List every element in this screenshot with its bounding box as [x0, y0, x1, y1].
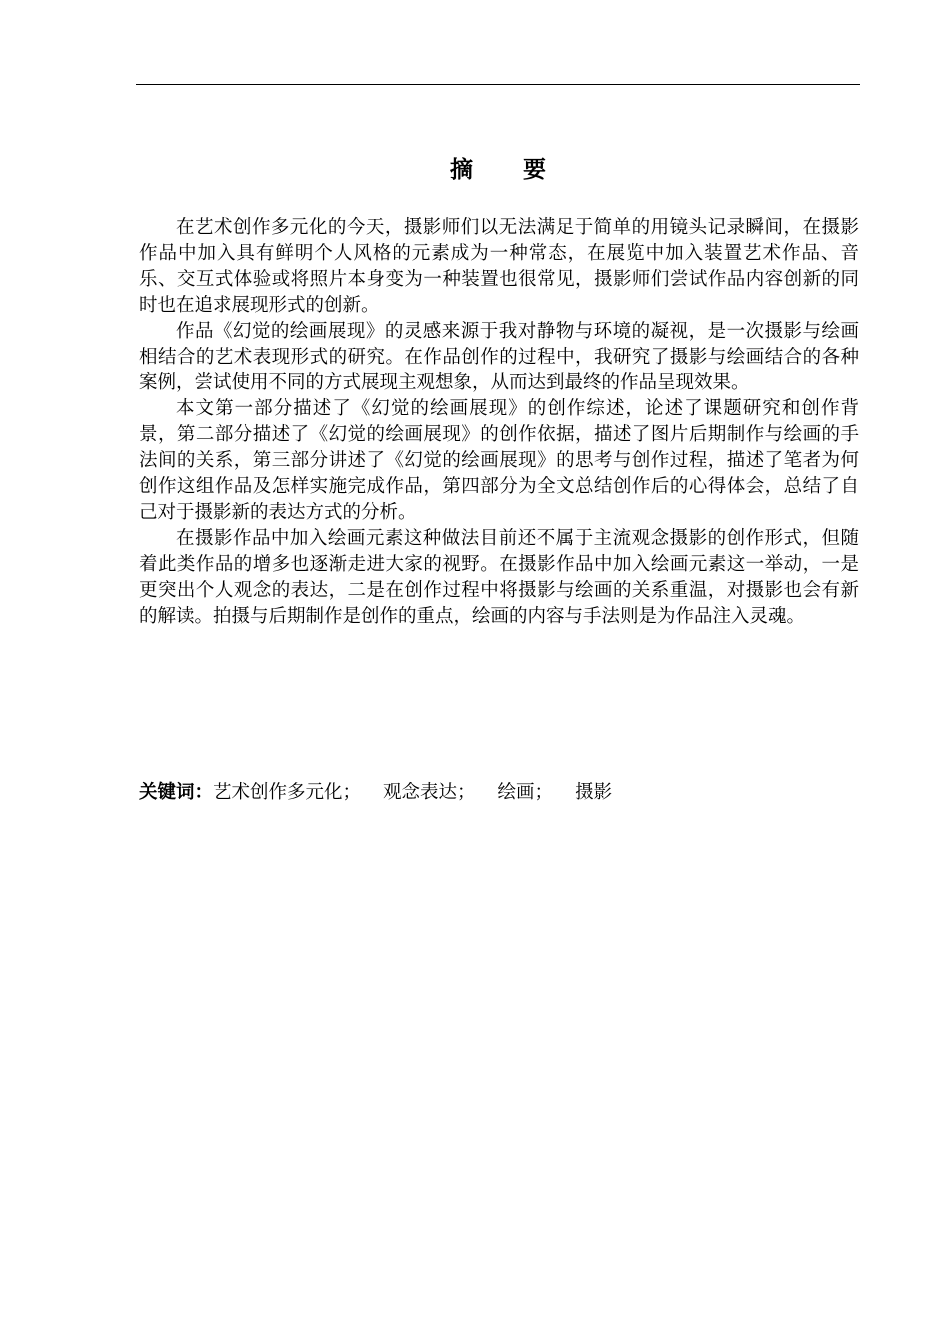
- abstract-body: [139, 215, 859, 630]
- abstract-paragraph-4: 在摄影作品中加入绘画元素这种做法目前还不属于主流观念摄影的创作形式，但随着此类作品的增多也逐渐走进大家的视野。在摄影作品中加入绘画元素这一举动，一是更突出个人观念的表达，二是在创作过程中将摄影与绘画的关系重温，对摄影也会有新的解读。拍摄与后期制作是创作的重点，绘画的内容与手法则是为作品注入灵魂。: [139, 527, 859, 627]
- abstract-paragraph-1: 在艺术创作多元化的今天，摄影师们以无法满足于简单的用镜头记录瞬间，在摄影作品中加入具有鲜明个人风格的元素成为一种常态，在展览中加入装置艺术作品、音乐、交互式体验或将照片本身变为一种装置也很常见，摄影师们尝试作品内容创新的同时也在追求展现形式的创新。: [139, 217, 859, 316]
- keyword-item: 绘画；: [497, 782, 554, 803]
- abstract-paragraph-3: 本文第一部分描述了《幻觉的绘画展现》的创作综述，论述了课题研究和创作背景，第二部分描述了《幻觉的绘画展现》的创作依据，描述了图片后期制作与绘画的手法间的关系，第三部分讲述了《幻觉的绘画展现》的思考与创作过程，描述了笔者为何创作这组作品及怎样实施完成作品，第四部分为全文总结创作后的心得体会，总结了自己对于摄影新的表达方式的分析。: [139, 398, 859, 523]
- keyword-item: 摄影: [575, 782, 613, 803]
- keywords-line: [139, 780, 859, 806]
- keywords-label: 关键词：: [139, 782, 214, 803]
- keyword-item: 艺术创作多元化；: [213, 782, 362, 803]
- abstract-title: 摘要: [450, 157, 596, 183]
- header-rule: [136, 84, 860, 85]
- abstract-paragraph-2: 作品《幻觉的绘画展现》的灵感来源于我对静物与环境的凝视，是一次摄影与绘画相结合的艺术表现形式的研究。在作品创作的过程中，我研究了摄影与绘画结合的各种案例，尝试使用不同的方式展现主观想象，从而达到最终的作品呈现效果。: [139, 320, 859, 394]
- keyword-item: 观念表达；: [383, 782, 476, 803]
